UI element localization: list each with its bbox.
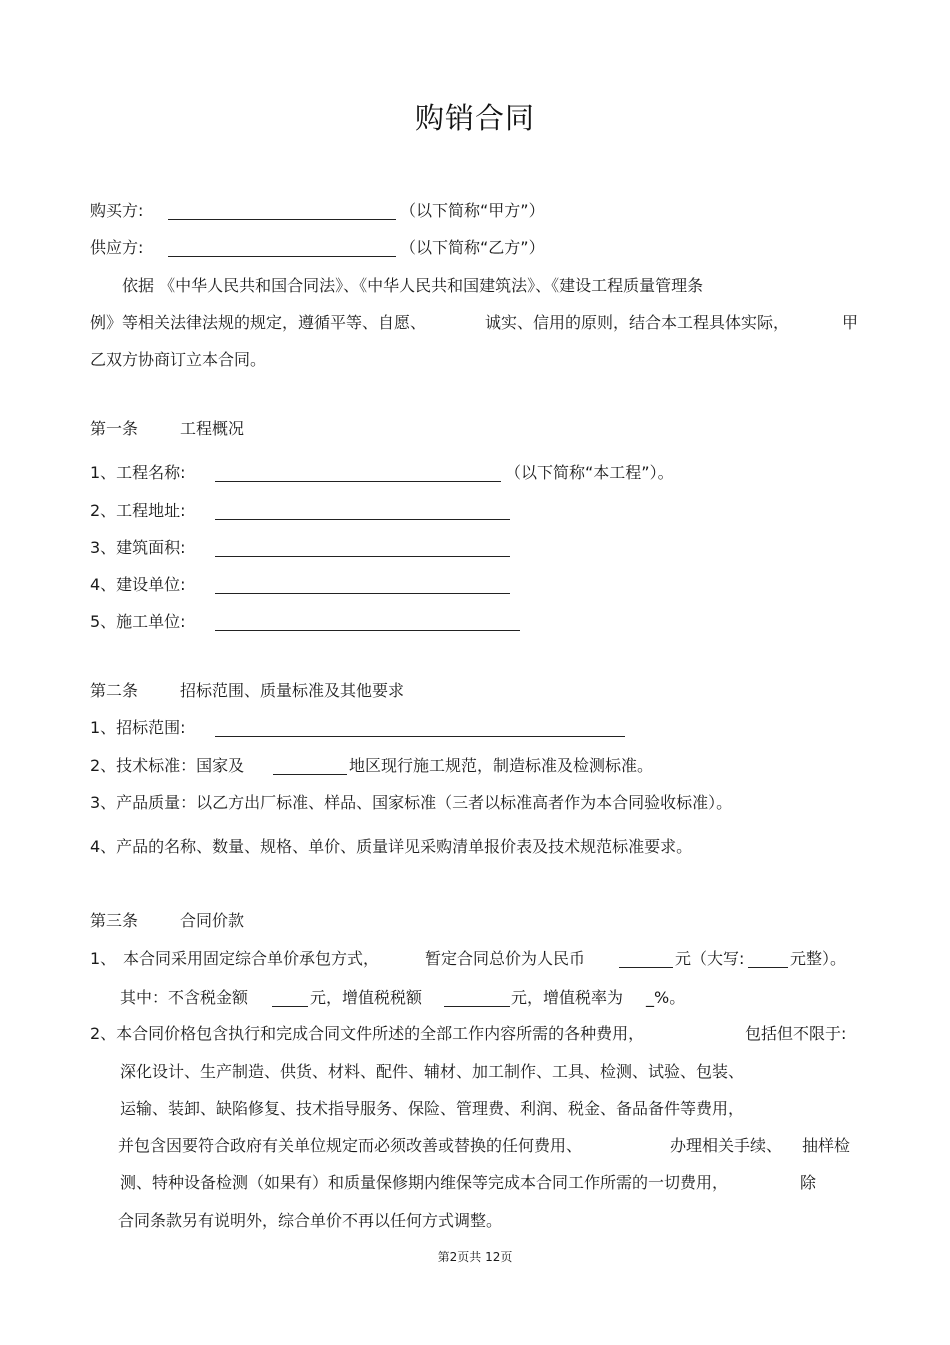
price-item-2-line-6: 合同条款另有说明外，综合单价不再以任何方式调整。 xyxy=(118,1211,503,1230)
project-address-blank xyxy=(215,519,510,520)
project-name-suffix: （以下简称“本工程”）。 xyxy=(505,463,674,482)
product-quality: 3、产品质量：以乙方出厂标准、样品、国家标准（三者以标准高者作为本合同验收标准）。 xyxy=(90,793,733,812)
price-item-2-line-1b: 包括但不限于: xyxy=(745,1024,847,1043)
building-area-label: 3、建筑面积: xyxy=(90,538,186,557)
article-2-heading: 招标范围、质量标准及其他要求 xyxy=(180,681,405,700)
article-3-number: 第三条 xyxy=(90,911,139,930)
preamble-line-2b: 诚实、信用的原则，结合本工程具体实际， xyxy=(485,313,790,332)
article-2-number: 第二条 xyxy=(90,681,139,700)
page-number-footer: 第2页共 12页 xyxy=(437,1250,513,1264)
article-1-number: 第一条 xyxy=(90,419,139,438)
product-details: 4、产品的名称、数量、规格、单价、质量详见采购清单报价表及技术规范标准要求。 xyxy=(90,837,693,856)
total-price-blank xyxy=(619,967,673,968)
buyer-label: 购买方: xyxy=(90,201,144,220)
contractor-unit-blank xyxy=(215,630,520,631)
price-item-2-line-5b: 除 xyxy=(800,1173,817,1192)
price-item-1-number: 1、 xyxy=(90,949,117,968)
project-address-label: 2、工程地址: xyxy=(90,501,186,520)
vat-rate: _%。 xyxy=(646,988,686,1007)
tech-standard-prefix: 2、技术标准：国家及 xyxy=(90,756,245,775)
region-blank xyxy=(273,774,347,775)
tax-line-a: 其中：不含税金额 xyxy=(120,988,249,1007)
buyer-suffix: （以下简称“甲方”） xyxy=(400,201,545,220)
buyer-blank xyxy=(168,219,396,220)
article-3-heading: 合同价款 xyxy=(180,911,245,930)
vat-amount-blank xyxy=(444,1006,510,1007)
article-1-heading: 工程概况 xyxy=(180,419,245,438)
supplier-label: 供应方: xyxy=(90,238,144,257)
price-item-2-line-5: 测、特种设备检测（如果有）和质量保修期内维保等完成本合同工作所需的一切费用， xyxy=(120,1173,729,1192)
upper-amount-blank xyxy=(748,967,788,968)
price-item-2-line-4c: 抽样检 xyxy=(802,1136,851,1155)
page-title: 购销合同 xyxy=(414,101,535,135)
owner-unit-blank xyxy=(215,593,510,594)
price-item-2-line-1a: 2、本合同价格包含执行和完成合同文件所述的全部工作内容所需的各种费用， xyxy=(90,1024,645,1043)
tech-standard-suffix: 地区现行施工规范，制造标准及检测标准。 xyxy=(349,756,654,775)
pre-tax-amount-blank xyxy=(272,1006,308,1007)
supplier-blank xyxy=(168,256,396,257)
owner-unit-label: 4、建设单位: xyxy=(90,575,186,594)
price-item-2-line-4b: 办理相关手续、 xyxy=(670,1136,783,1155)
project-name-label: 1、工程名称: xyxy=(90,463,186,482)
price-item-2-line-2: 深化设计、生产制造、供货、材料、配件、辅材、加工制作、工具、检测、试验、包装、 xyxy=(120,1062,745,1081)
price-item-1-text2: 暂定合同总价为人民币 xyxy=(425,949,586,968)
bid-scope-label: 1、招标范围: xyxy=(90,718,186,737)
tax-line-c: 元，增值税率为 xyxy=(511,988,624,1007)
preamble-line-1: 依据 《中华人民共和国合同法》、《中华人民共和国建筑法》、《建设工程质量管理条 xyxy=(122,276,704,295)
price-item-1-text: 本合同采用固定综合单价承包方式， xyxy=(123,949,380,968)
price-item-2-line-4a: 并包含因要符合政府有关单位规定而必须改善或替换的任何费用、 xyxy=(118,1136,583,1155)
bid-scope-blank xyxy=(215,736,625,737)
price-yuan-end: 元整）。 xyxy=(790,949,847,968)
building-area-blank xyxy=(215,556,510,557)
preamble-line-2c: 甲 xyxy=(842,313,859,332)
price-item-2-line-3: 运输、装卸、缺陷修复、技术指导服务、保险、管理费、利润、税金、备品备件等费用， xyxy=(120,1099,745,1118)
contractor-unit-label: 5、施工单位: xyxy=(90,612,186,631)
project-name-blank xyxy=(215,481,501,482)
preamble-line-3: 乙双方协商订立本合同。 xyxy=(90,350,267,369)
price-yuan-upper-label: 元（大写: xyxy=(675,949,745,968)
preamble-line-2a: 例》等相关法律法规的规定，遵循平等、自愿、 xyxy=(90,313,427,332)
tax-line-b: 元，增值税税额 xyxy=(310,988,423,1007)
supplier-suffix: （以下简称“乙方”） xyxy=(400,238,545,257)
